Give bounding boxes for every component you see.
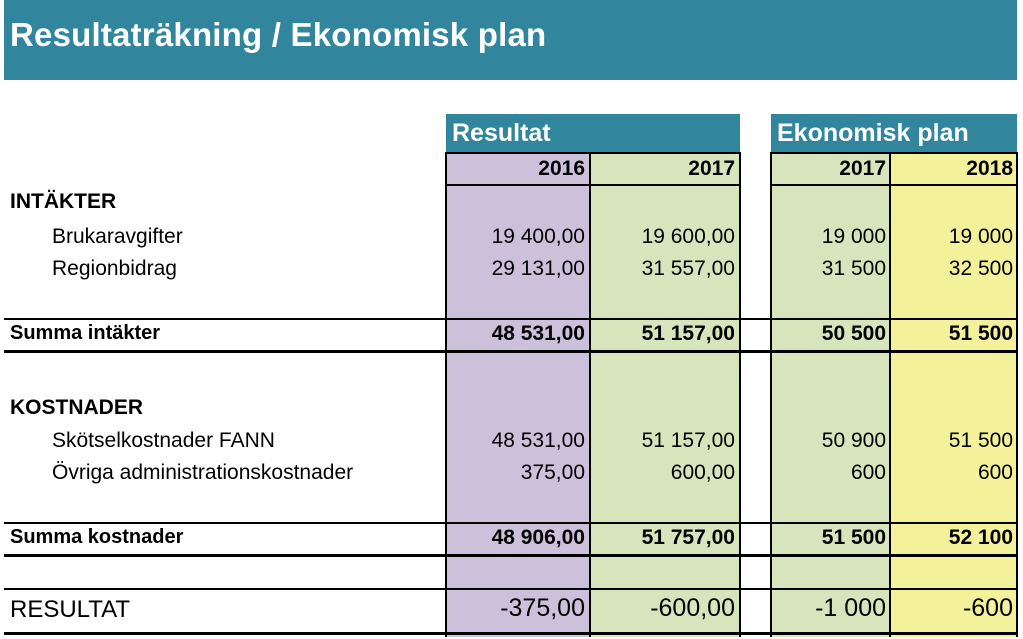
year-header-2017-plan: 2017 (839, 157, 886, 180)
page-title: Resultaträkning / Ekonomisk plan (10, 16, 547, 53)
cell-regionbidrag-2018: 32 500 (948, 257, 1013, 280)
border-h (4, 350, 1018, 353)
border-h (4, 522, 1018, 524)
border-v (1016, 153, 1018, 637)
border-h (4, 318, 1018, 320)
cell-summa-kostnader-2017r: 51 757,00 (641, 526, 735, 549)
cell-ovriga-2018: 600 (977, 461, 1013, 484)
group-header-plan: Ekonomisk plan (771, 114, 1017, 152)
cell-summa-kostnader-2017p: 51 500 (821, 526, 886, 549)
cell-regionbidrag-2017r: 31 557,00 (641, 257, 735, 280)
year-header-2018: 2018 (966, 157, 1013, 180)
row-label-skotsel: Skötselkostnader FANN (52, 429, 275, 452)
cell-summa-intakter-2017p: 50 500 (821, 322, 886, 345)
cell-resultat-2017p: -1 000 (815, 594, 886, 622)
cell-summa-intakter-2017r: 51 157,00 (641, 322, 735, 345)
border-h (4, 554, 1018, 557)
border-h (4, 632, 1018, 635)
border-h (445, 152, 741, 154)
cell-summa-intakter-2018: 51 500 (948, 322, 1013, 345)
cell-skotsel-2016: 48 531,00 (491, 429, 585, 452)
cell-resultat-2018: -600 (962, 594, 1013, 622)
row-label-summa-kostnader: Summa kostnader (10, 526, 184, 548)
border-h (4, 588, 1018, 590)
row-label-resultat: RESULTAT (10, 596, 131, 623)
row-label-summa-intakter: Summa intäkter (10, 322, 161, 344)
cell-ovriga-2016: 375,00 (520, 461, 585, 484)
row-label-brukaravgifter: Brukaravgifter (52, 225, 183, 248)
cell-resultat-2017r: -600,00 (650, 594, 735, 622)
row-label-regionbidrag: Regionbidrag (52, 257, 177, 280)
section-intakter: INTÄKTER (10, 190, 117, 213)
cell-skotsel-2017p: 50 900 (821, 429, 886, 452)
border-h (770, 152, 1018, 154)
cell-resultat-2016: -375,00 (500, 594, 585, 622)
year-header-2016: 2016 (538, 157, 585, 180)
cell-regionbidrag-2016: 29 131,00 (491, 257, 585, 280)
cell-ovriga-2017r: 600,00 (670, 461, 735, 484)
cell-brukaravgifter-2018: 19 000 (948, 225, 1013, 248)
cell-summa-intakter-2016: 48 531,00 (491, 322, 585, 345)
cell-summa-kostnader-2018: 52 100 (948, 526, 1013, 549)
section-kostnader: KOSTNADER (10, 396, 144, 419)
group-header-resultat: Resultat (446, 114, 740, 152)
cell-regionbidrag-2017p: 31 500 (821, 257, 886, 280)
border-v (739, 153, 741, 637)
row-label-ovriga: Övriga administrationskostnader (52, 461, 354, 484)
cell-skotsel-2018: 51 500 (948, 429, 1013, 452)
year-header-2017-resultat: 2017 (688, 157, 735, 180)
cell-skotsel-2017r: 51 157,00 (641, 429, 735, 452)
cell-brukaravgifter-2016: 19 400,00 (491, 225, 585, 248)
cell-brukaravgifter-2017r: 19 600,00 (641, 225, 735, 248)
cell-ovriga-2017p: 600 (850, 461, 886, 484)
border-h (770, 184, 1018, 186)
cell-summa-kostnader-2016: 48 906,00 (491, 526, 585, 549)
cell-brukaravgifter-2017p: 19 000 (821, 225, 886, 248)
border-h (445, 184, 741, 186)
